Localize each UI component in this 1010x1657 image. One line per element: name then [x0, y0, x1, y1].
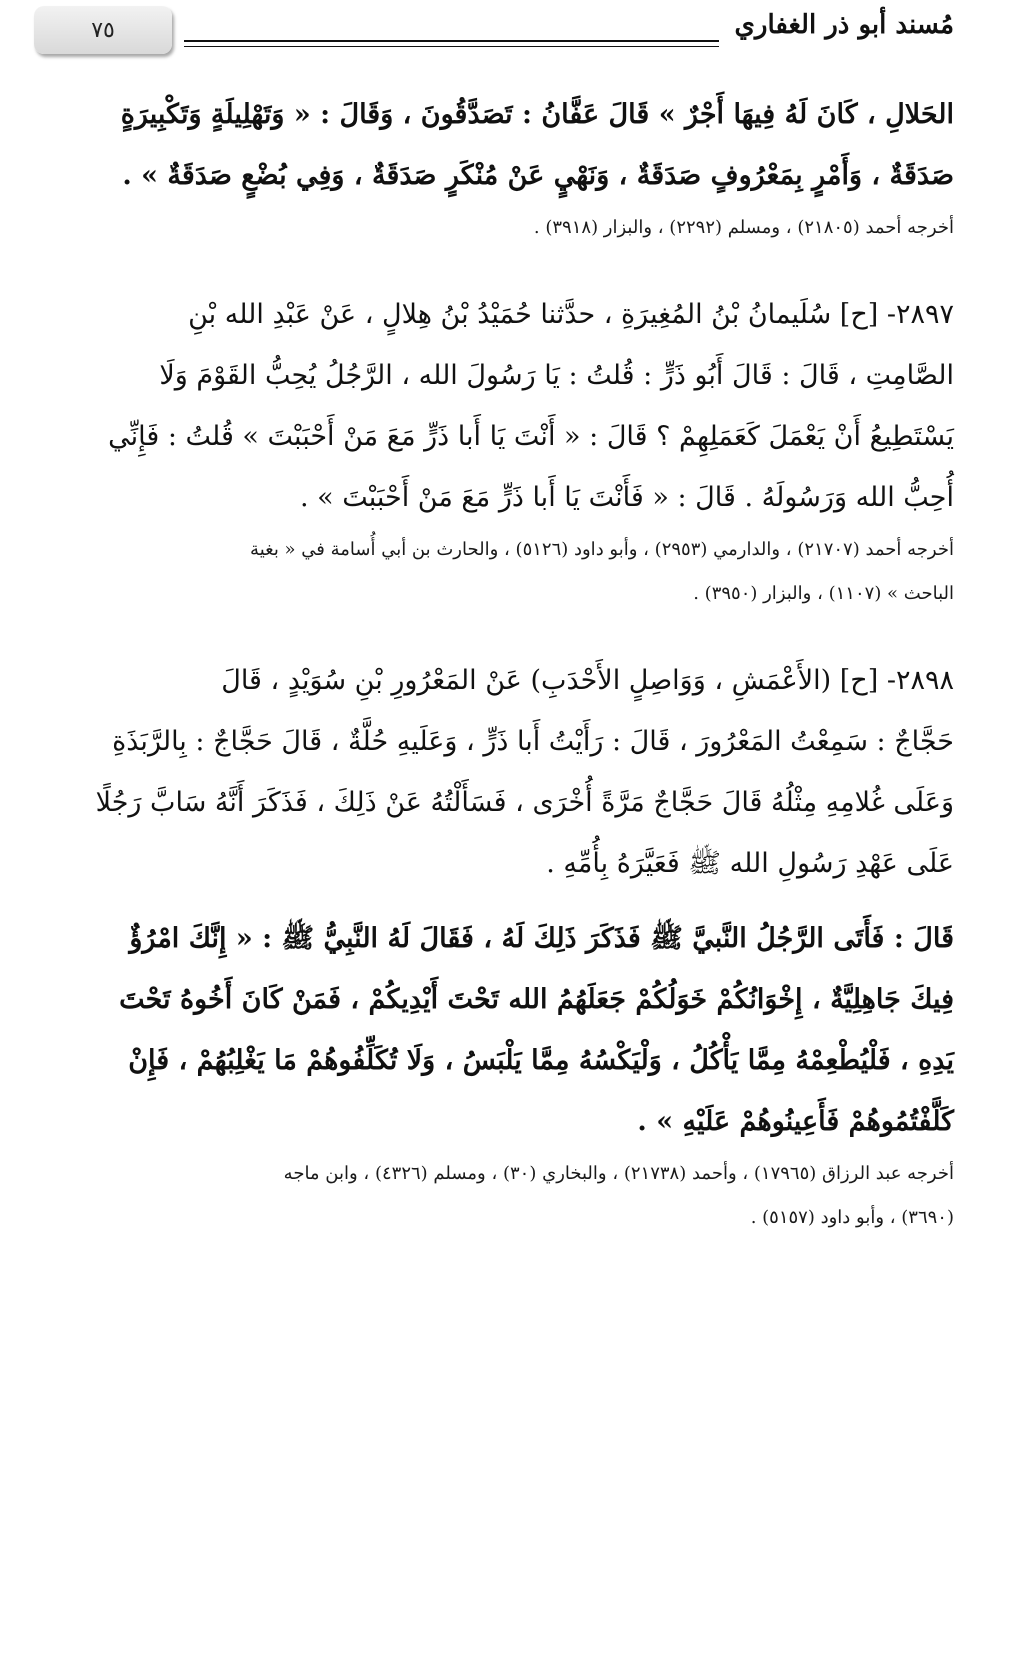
running-title: مُسند أبو ذر الغفاري — [734, 10, 954, 40]
takhrij-note: الباحث » (١١٠٧) ، والبزار (٣٩٥٠) . — [693, 583, 954, 604]
hadith-text-line: الحَلالِ ، كَانَ لَهُ فِيهَا أَجْرٌ » قَالَ عَفَّانُ : تَصَدَّقُونَ ، وَقَالَ : « وَتَهْلِيلَةٍ وَتَكْبِيرَةٍ — [120, 99, 954, 130]
header-rule — [184, 40, 719, 47]
section-gap — [44, 616, 954, 650]
page-header — [34, 6, 954, 66]
hadith-2897-line: الصَّامِتِ ، قَالَ : قَالَ أَبُو ذَرٍّ : قُلتُ : يَا رَسُولَ الله ، الرَّجُلُ يُحِبُّ القَوْمَ وَلَا — [159, 360, 954, 391]
page-content — [44, 84, 954, 1240]
takhrij-note: (٣٦٩٠) ، وأبو داود (٥١٥٧) . — [750, 1207, 954, 1228]
hadith-2898-line: وَعَلَى غُلامِهِ مِثْلُهُ قَالَ حَجَّاجٌ مَرَّةً أُخْرَى ، فَسَأَلْتُهُ عَنْ ذَلِكَ ، فَذَكَرَ أَنَّهُ سَابَّ رَجُلًا — [95, 787, 954, 818]
takhrij-note: أخرجه عبد الرزاق (١٧٩٦٥) ، وأحمد (٢١٧٣٨) ، والبخاري (٣٠) ، ومسلم (٤٣٢٦) ، وابن ماجه — [283, 1163, 954, 1184]
paragraph-gap — [44, 894, 954, 908]
hadith-2897-line: ٢٨٩٧- [ح] سُلَيمانُ بْنُ المُغِيرَةِ ، حدَّثنا حُمَيْدُ بْنُ هِلالٍ ، عَنْ عَبْدِ الله بْنِ — [188, 299, 954, 330]
hadith-2898-line: كَلَّفْتُمُوهُمْ فَأَعِينُوهُمْ عَلَيْهِ » . — [637, 1106, 954, 1137]
hadith-text-line: صَدَقَةٌ ، وَأَمْرٍ بِمَعْرُوفٍ صَدَقَةٌ ، وَنَهْيٍ عَنْ مُنْكَرٍ صَدَقَةٌ ، وَفِي بُضْعٍ صَدَقَةٌ » . — [122, 160, 954, 191]
hadith-2898-line: ٢٨٩٨- [ح] (الأَعْمَشِ ، وَوَاصِلٍ الأَحْدَبِ) عَنْ المَعْرُورِ بْنِ سُوَيْدٍ ، قَالَ — [221, 665, 954, 696]
takhrij-note: أخرجه أحمد (٢١٨٠٥) ، ومسلم (٢٢٩٢) ، والبزار (٣٩١٨) . — [533, 217, 954, 238]
hadith-2897-line: يَسْتَطِيعُ أَنْ يَعْمَلَ كَعَمَلِهِمْ ؟ قَالَ : « أَنْتَ يَا أَبا ذَرٍّ مَعَ مَنْ أَحْبَبْتَ » قُلتُ : فَإِنِّي — [108, 421, 954, 452]
takhrij-note: أخرجه أحمد (٢١٧٠٧) ، والدارمي (٢٩٥٣) ، وأبو داود (٥١٢٦) ، والحارث بن أبي أُسامة في « بغية — [250, 539, 954, 560]
hadith-2898-line: يَدِهِ ، فَلْيُطْعِمْهُ مِمَّا يَأْكُلُ ، وَلْيَكْسُهُ مِمَّا يَلْبَسُ ، وَلَا تُكَلِّفُوهُمْ مَا يَغْلِبُهُمْ ، فَإِنْ — [128, 1045, 954, 1076]
hadith-2898-line: عَلَى عَهْدِ رَسُولِ الله ﷺ فَعَيَّرَهُ بِأُمِّهِ . — [546, 848, 954, 879]
hadith-2897-line: أُحِبُّ الله وَرَسُولَهُ . قَالَ : « فَأَنْتَ يَا أَبا ذَرٍّ مَعَ مَنْ أَحْبَبْتَ » . — [299, 482, 954, 513]
page-number-tab — [34, 6, 172, 54]
page-number: ٧٥ — [91, 17, 115, 43]
hadith-2898-line: حَجَّاجٌ : سَمِعْتُ المَعْرُورَ ، قَالَ : رَأَيْتُ أَبا ذَرٍّ ، وَعَلَيهِ حُلَّةٌ ، قَالَ حَجَّاجٌ : بِالرَّبَذَةِ — [112, 726, 954, 757]
hadith-2898-line: فِيكَ جَاهِلِيَّةٌ ، إِخْوَانُكُمْ خَوَلُكُمْ جَعَلَهُمُ الله تَحْتَ أَيْدِيكُمْ ، فَمَنْ كَانَ أَخُوهُ تَحْتَ — [119, 984, 954, 1015]
section-gap — [44, 250, 954, 284]
hadith-2898-line: قَالَ : فَأَتَى الرَّجُلُ النَّبيَّ ﷺ فَذَكَرَ ذَلِكَ لَهُ ، فَقَالَ لَهُ النَّبِيُّ ﷺ : « إِنَّكَ امْرُؤٌ — [129, 923, 954, 954]
